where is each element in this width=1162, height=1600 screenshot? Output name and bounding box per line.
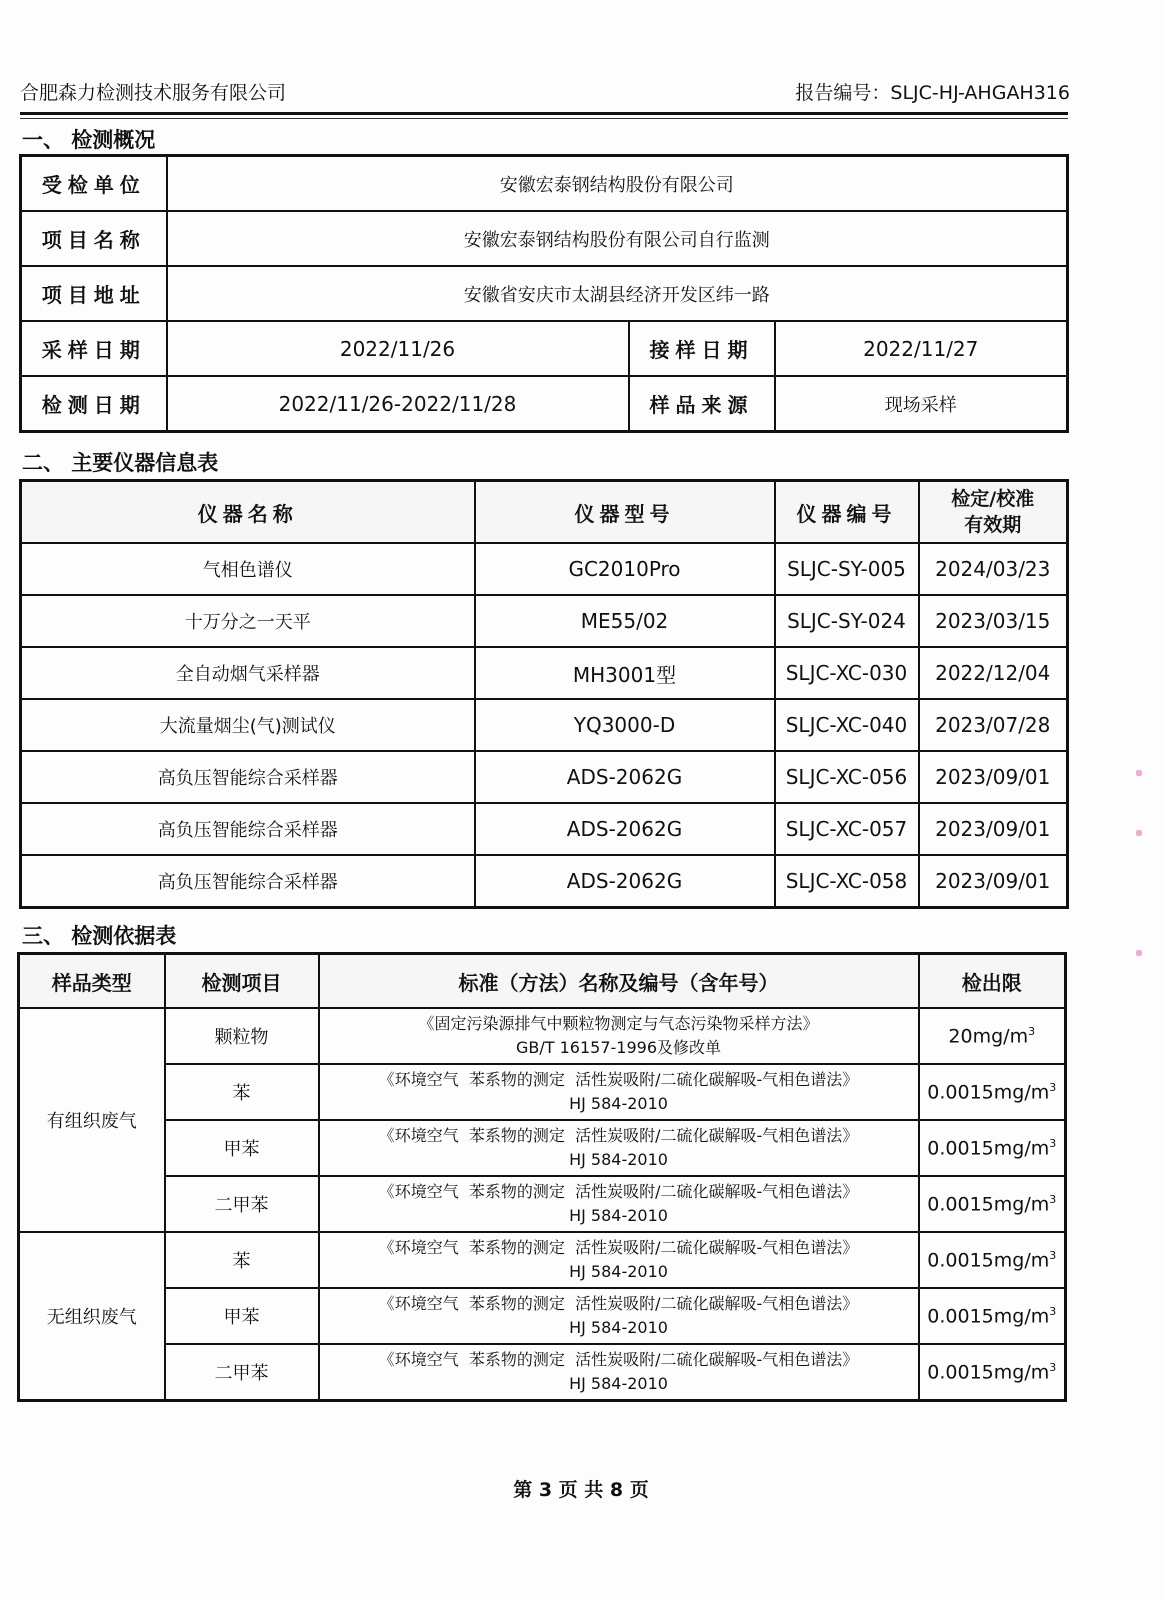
instrument-valid-date: 2022/12/04 [919,647,1068,699]
instrument-id: SLJC-XC-058 [775,855,919,908]
label-cell: 项目地址 [21,266,167,321]
sample-source: 现场采样 [775,376,1068,432]
table-row [19,1176,1066,1232]
test-item: 二甲苯 [165,1176,319,1232]
column-header-line2: 有效期 [964,514,1022,536]
detection-limit-value: 20mg/m [948,1025,1029,1048]
instrument-valid-date: 2023/09/01 [919,855,1068,908]
instrument-name: 高负压智能综合采样器 [21,855,475,908]
table-row [21,156,1068,212]
instrument-model: GC2010Pro [475,543,775,595]
detection-limit [919,1064,1066,1120]
stamp-edge-mark [1136,950,1142,956]
instrument-name: 大流量烟尘(气)测试仪 [21,699,475,751]
instrument-id: SLJC-XC-040 [775,699,919,751]
standard-method [319,1176,919,1232]
instrument-model: ADS-2062G [475,855,775,908]
instrument-id: SLJC-XC-030 [775,647,919,699]
standard-method [319,1064,919,1120]
detection-limit [919,1176,1066,1232]
section-title-overview: 一、 检测概况 [22,128,156,152]
instrument-id: SLJC-XC-056 [775,751,919,803]
standard-code: HJ 584-2010 [569,1206,668,1225]
header-rule-thin [20,118,1068,119]
standard-method [319,1008,919,1064]
test-item: 甲苯 [165,1120,319,1176]
detection-limit [919,1120,1066,1176]
overview-table [19,154,1069,433]
detection-limit-unit-exponent: 3 [1049,1136,1057,1150]
standard-name: 《环境空气 苯系物的测定 活性炭吸附/二硫化碳解吸-气相色谱法》 [378,1294,859,1313]
detection-limit-unit-exponent: 3 [1049,1248,1057,1262]
instrument-table [19,479,1069,909]
table-row [21,595,1068,647]
instrument-id: SLJC-XC-057 [775,803,919,855]
table-row [21,376,1068,432]
detection-limit-unit-exponent: 3 [1049,1360,1057,1374]
column-header: 标准（方法）名称及编号（含年号） [319,954,919,1009]
detection-limit-value: 0.0015mg/m [927,1361,1050,1384]
report-number [795,78,1070,105]
sample-type: 有组织废气 [19,1008,165,1232]
report-number-value: SLJC-HJ-AHGAH316 [890,82,1070,104]
table-row [21,647,1068,699]
detection-limit [919,1288,1066,1344]
table-row [21,543,1068,595]
page-number: 第 3 页 共 8 页 [513,1479,649,1501]
header-rule [20,112,1068,115]
table-row [19,1120,1066,1176]
detection-limit-value: 0.0015mg/m [927,1193,1050,1216]
instrument-valid-date: 2024/03/23 [919,543,1068,595]
table-row [19,1008,1066,1064]
detection-limit-unit-exponent: 3 [1049,1304,1057,1318]
instrument-valid-date: 2023/09/01 [919,751,1068,803]
instrument-model: YQ3000-D [475,699,775,751]
instrument-valid-date: 2023/09/01 [919,803,1068,855]
detection-limit [919,1344,1066,1401]
standard-method [319,1232,919,1288]
company-name: 合肥森力检测技术服务有限公司 [20,82,287,104]
test-item: 甲苯 [165,1288,319,1344]
detection-limit-value: 0.0015mg/m [927,1081,1050,1104]
instrument-name: 全自动烟气采样器 [21,647,475,699]
table-row [21,321,1068,376]
instrument-id: SLJC-SY-024 [775,595,919,647]
table-row [21,803,1068,855]
table-row [19,1288,1066,1344]
detection-limit-value: 0.0015mg/m [927,1137,1050,1160]
column-header: 样品类型 [19,954,165,1009]
table-row [19,1232,1066,1288]
table-row [19,1064,1066,1120]
test-item: 苯 [165,1064,319,1120]
standard-method [319,1120,919,1176]
table-row [21,751,1068,803]
test-item: 苯 [165,1232,319,1288]
instrument-name: 高负压智能综合采样器 [21,751,475,803]
table-header-row [21,481,1068,544]
label-cell: 采样日期 [21,321,167,376]
detection-limit-value: 0.0015mg/m [927,1305,1050,1328]
column-header-line1: 检定/校准 [951,488,1035,510]
stamp-edge-mark [1136,770,1142,776]
label-cell: 检测日期 [21,376,167,432]
standard-code: HJ 584-2010 [569,1150,668,1169]
standard-code: HJ 584-2010 [569,1094,668,1113]
instrument-valid-date: 2023/07/28 [919,699,1068,751]
standard-name: 《环境空气 苯系物的测定 活性炭吸附/二硫化碳解吸-气相色谱法》 [378,1238,859,1257]
detection-limit-unit-exponent: 3 [1049,1080,1057,1094]
standard-method [319,1344,919,1401]
receive-date: 2022/11/27 [775,321,1068,376]
label-cell: 接样日期 [629,321,775,376]
sampling-date: 2022/11/26 [167,321,629,376]
table-header-row [19,954,1066,1009]
table-row [21,211,1068,266]
detection-limit [919,1008,1066,1064]
standard-name: 《环境空气 苯系物的测定 活性炭吸附/二硫化碳解吸-气相色谱法》 [378,1182,859,1201]
label-cell: 受检单位 [21,156,167,212]
table-row [21,266,1068,321]
column-header: 检测项目 [165,954,319,1009]
standard-code: HJ 584-2010 [569,1318,668,1337]
instrument-id: SLJC-SY-005 [775,543,919,595]
table-row [21,855,1068,908]
column-header [919,481,1068,544]
stamp-edge-mark [1136,830,1142,836]
column-header: 仪器名称 [21,481,475,544]
instrument-name: 高负压智能综合采样器 [21,803,475,855]
value-cell: 安徽宏泰钢结构股份有限公司自行监测 [167,211,1068,266]
standard-method [319,1288,919,1344]
detection-limit [919,1232,1066,1288]
detection-limit-unit-exponent: 3 [1049,1192,1057,1206]
test-item: 二甲苯 [165,1344,319,1401]
standard-code: HJ 584-2010 [569,1374,668,1393]
test-basis-table [17,952,1067,1402]
section-title-basis: 三、 检测依据表 [22,924,177,948]
value-cell: 安徽宏泰钢结构股份有限公司 [167,156,1068,212]
detection-limit-unit-exponent: 3 [1028,1024,1036,1038]
standard-code: GB/T 16157-1996及修改单 [515,1038,722,1057]
report-number-label: 报告编号： [795,82,891,104]
standard-code: HJ 584-2010 [569,1262,668,1281]
standard-name: 《固定污染源排气中颗粒物测定与气态污染物采样方法》 [418,1014,819,1033]
standard-name: 《环境空气 苯系物的测定 活性炭吸附/二硫化碳解吸-气相色谱法》 [378,1350,859,1369]
test-item: 颗粒物 [165,1008,319,1064]
instrument-model: ADS-2062G [475,803,775,855]
section-title-instruments: 二、 主要仪器信息表 [22,451,219,475]
standard-name: 《环境空气 苯系物的测定 活性炭吸附/二硫化碳解吸-气相色谱法》 [378,1070,859,1089]
instrument-model: MH3001型 [475,647,775,699]
detection-limit-value: 0.0015mg/m [927,1249,1050,1272]
label-cell: 样品来源 [629,376,775,432]
instrument-valid-date: 2023/03/15 [919,595,1068,647]
column-header: 仪器编号 [775,481,919,544]
instrument-model: ADS-2062G [475,751,775,803]
standard-name: 《环境空气 苯系物的测定 活性炭吸附/二硫化碳解吸-气相色谱法》 [378,1126,859,1145]
table-row [21,699,1068,751]
test-date: 2022/11/26-2022/11/28 [167,376,629,432]
table-row [19,1344,1066,1401]
instrument-name: 十万分之一天平 [21,595,475,647]
instrument-name: 气相色谱仪 [21,543,475,595]
instrument-model: ME55/02 [475,595,775,647]
value-cell: 安徽省安庆市太湖县经济开发区纬一路 [167,266,1068,321]
label-cell: 项目名称 [21,211,167,266]
column-header: 仪器型号 [475,481,775,544]
column-header: 检出限 [919,954,1066,1009]
sample-type: 无组织废气 [19,1232,165,1401]
